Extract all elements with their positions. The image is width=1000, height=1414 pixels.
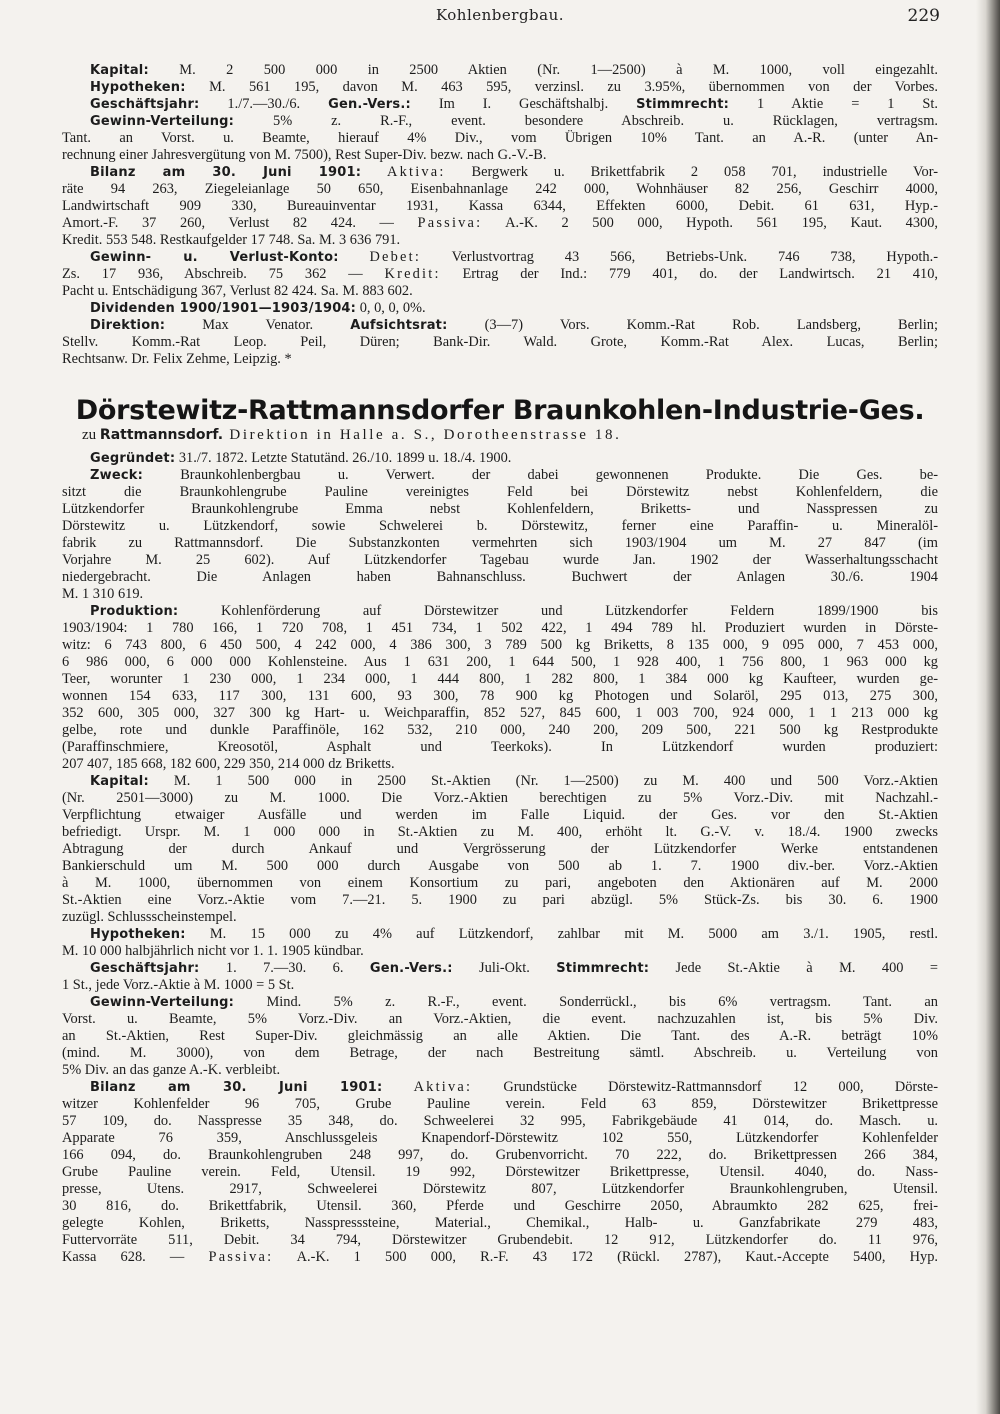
text-line [62,705,938,722]
page-edge-shadow [976,0,1000,1414]
subtitle-prefix: zu [82,427,100,443]
field-label: Gewinn- u. Verlust-Konto: [90,250,339,265]
field-label: Gen.-Vers.: [328,97,411,112]
field-label: Kapital: [90,774,149,789]
line-text: Abtragung der durch Ankauf und Vergrösserung der Lützkendorfer Werke entstandenen [62,841,938,857]
line-text: 207 407, 185 668, 182 600, 229 350, 214 000 dz Briketts. [62,756,395,772]
text-line [62,62,938,79]
line-text: Amort.-F. 37 260, Verlust 82 424. — [62,215,394,231]
text-line [62,1181,938,1198]
field-label: Aufsichtsrat: [350,318,448,333]
line-text: sitzt die Braunkohlengrube Pauline vereinigtes Feld bei Dörstewitz nebst Kohlenfeldern, die [62,484,938,500]
field-label: Gewinn-Verteilung: [90,114,235,129]
field-label: Zweck: [90,468,144,483]
field-label: Dividenden 1900/1901—1903/1904: [90,301,357,316]
field-label: Gegründet: [90,451,176,466]
line-text: Verlustvortrag 43 566, Betriebs-Unk. 746 738, Hypoth.- [421,249,938,265]
text-line [62,1113,938,1130]
line-text: 1./7.—30./6. [199,96,329,112]
text-line [62,620,938,637]
entry-kapital-section [62,62,938,368]
text-line [62,334,938,351]
text-line [62,943,938,960]
text-line [62,535,938,552]
line-text: wonnen 154 633, 117 300, 131 600, 93 300, 78 900 kg Photogen und Solaröl, 295 013, 275 300, [62,688,938,704]
text-line [62,518,938,535]
field-label: Gen.-Vers.: [369,961,453,976]
line-text: räte 94 263, Ziegeleianlage 50 650, Eisenbahnanlage 242 000, Wohnhäuser 82 256, Geschirr 4000, [62,181,938,197]
line-text: witz: 6 743 800, 6 450 500, 4 242 000, 4 386 300, 3 789 500 kg Briketts, 8 135 000, 9 095 000, 7 453 000, [62,637,938,653]
line-text: fabrik zu Rattmannsdorf. Die Substanzkonten vermehrten sich 1903/1904 um M. 27 847 (im [62,535,938,551]
text-line [62,858,938,875]
text-line [62,1028,938,1045]
line-text: 31./7. 1872. Letzte Statutänd. 26./10. 1899 u. 18./4. 1900. [175,450,512,466]
entry-company-body [62,450,938,1266]
line-text: Zs. 17 936, Abschreib. 75 362 — [62,266,363,282]
line-text: Im I. Geschäftshalbj. [410,96,637,112]
line-text: 166 094, do. Braunkohlengruben 248 997, do. Grubenvorricht. 70 222, do. Brikettpressen 266 384, [62,1147,938,1163]
line-text: 0, 0, 0, 0%. [356,300,426,316]
line-text: (mind. M. 3000), von dem Betrage, der nach Bestreitung sämtl. Abschreib. u. Verteilung von [62,1045,938,1061]
text-line [62,909,938,926]
text-line [62,569,938,586]
line-text: Teer, worunter 1 230 000, 1 234 000, 1 444 800, 1 282 800, 1 384 000 kg Kaufteer, wurden ge- [62,671,938,687]
page-number: 229 [907,6,940,26]
field-label: Gewinn-Verteilung: [90,995,235,1010]
page-header [60,6,940,30]
text-line [62,671,938,688]
field-label: Geschäftsjahr: [90,97,200,112]
text-line [62,1011,938,1028]
line-text: Landwirtschaft 909 330, Bureauinventar 1931, Kassa 6344, Effekten 6000, Debit. 61 631, Hyp.- [62,198,938,214]
line-text: (Paraffinschmiere, Kreosotöl, Asphalt und Teerkoks). In Lützkendorf wurden produziert: [62,739,938,755]
spaced-term: Debet: [369,249,422,265]
spaced-term: Aktiva: [387,164,446,180]
line-text: Bankierschuld um M. 500 000 durch Ausgabe von 500 ab 1. 7. 1900 div.-ber. Vorz.-Aktien [62,858,938,874]
subtitle-direction: Direktion in Halle a. S., Dorotheenstrasse 18. [223,427,622,443]
text-line [62,317,938,334]
line-text: Kredit. 553 548. Restkaufgelder 17 748. Sa. M. 3 636 791. [62,232,401,248]
text-line [62,1164,938,1181]
line-text: presse, Utens. 2917, Schweelerei Dörstewitz 807, Lützkendorfer Braunkohlengruben, Utensil. [62,1181,938,1197]
line-text: M. 15 000 zu 4% auf Lützkendorf, zahlbar mit M. 5000 am 3./1. 1905, restl. [185,926,938,942]
text-line [62,501,938,518]
line-text: befriedigt. Urspr. M. 1 000 000 in St.-Aktien zu M. 400, erhöht lt. G.-V. v. 18./4. 1900 zwecks [62,824,938,840]
line-text: 1 Aktie = 1 St. [729,96,938,112]
line-text: gelegte Kohlen, Briketts, Nasspresssteine, Material., Chemikal., Halb- u. Ganzfabrikate 279 483, [62,1215,938,1231]
text-line [62,773,938,790]
company-subtitle [82,426,938,444]
text-line [62,1198,938,1215]
text-line [62,249,938,266]
line-text: rechnung einer Jahresvergütung von M. 7500), Rest Super-Div. bezw. nach G.-V.-B. [62,147,547,163]
text-line [62,96,938,113]
spaced-term: Kredit: [384,266,441,282]
field-label: Stimmrecht: [636,97,730,112]
line-text: 30 816, do. Brikettfabrik, Utensil. 360, Pferde und Geschirre 2050, Abraumkto 282 625, frei- [62,1198,938,1214]
line-text: Jede St.-Aktie à M. 400 = [649,960,938,976]
text-line [62,994,938,1011]
line-text: M. 10 000 halbjährlich nicht vor 1. 1. 1905 kündbar. [62,943,364,959]
field-label: Direktion: [90,318,166,333]
line-text: gelbe, rote und dunkle Paraffinöle, 162 532, 210 000, 240 200, 209 500, 221 500 kg Restprodukte [62,722,938,738]
text-line [62,960,938,977]
text-line [62,688,938,705]
text-line [62,586,938,603]
subtitle-place: Rattmannsdorf. [99,427,224,443]
text-line [62,1147,938,1164]
spaced-term: Passiva: [208,1249,274,1265]
text-line [62,552,938,569]
field-label: Bilanz am 30. Juni 1901: [90,1080,383,1095]
line-text: Kassa 628. — [62,1249,185,1265]
line-text: Vorjahre M. 25 602). Auf Lützkendorfer Tagebau wurde Jan. 1902 der Wasserhaltungsschacht [62,552,938,568]
field-label: Bilanz am 30. Juni 1901: [90,165,362,180]
line-text: Mind. 5% z. R.-F., event. Sonderrückl., bis 6% vertragsm. Tant. an [234,994,938,1010]
line-text: Rechtsanw. Dr. Felix Zehme, Leipzig. * [62,351,292,367]
line-text: Ertrag der Ind.: 779 401, do. der Landwirtsch. 21 410, [440,266,938,282]
text-line [62,1062,938,1079]
text-line [62,113,938,130]
text-line [62,147,938,164]
line-text: Kohlenförderung auf Dörstewitzer und Lützkendorfer Feldern 1899/1900 bis [178,603,938,619]
text-line [62,756,938,773]
text-line [62,300,938,317]
line-text: A.-K. 1 500 000, R.-F. 43 172 (Rückl. 2787), Kaut.-Accepte 5400, Hyp. [273,1249,938,1265]
line-text: M. 561 195, davon M. 463 595, verzinsl. zu 3.95%, übernommen von der Vorbes. [185,79,938,95]
text-line [62,1079,938,1096]
field-label: Geschäftsjahr: [90,961,200,976]
text-line [62,130,938,147]
line-text: Max Venator. [165,317,351,333]
text-line [62,1249,938,1266]
line-text: M. 2 500 000 in 2500 Aktien (Nr. 1—2500) à M. 1000, voll eingezahlt. [148,62,938,78]
text-line [62,977,938,994]
line-text: (Nr. 2501—3000) zu M. 1000. Die Vorz.-Aktien berechtigen zu 5% Vorz.-Div. mit Nachzahl.- [62,790,938,806]
line-text: Dörstewitz u. Lützkendorf, sowie Schwelerei b. Dörstewitz, ferner eine Paraffin- u. Mineralöl- [62,518,938,534]
line-text: 1. 7.—30. 6. [199,960,370,976]
line-text: Lützkendorfer Braunkohlengrube Emma nebst Kohlenfeldern, Briketts- und Nasspressen zu [62,501,938,517]
line-text: Stellv. Komm.-Rat Leop. Peil, Düren; Bank-Dir. Wald. Grote, Komm.-Rat Alex. Lucas, Berlin; [62,334,938,350]
company-title: Dörstewitz-Rattmannsdorfer Braunkohlen-Industrie-Ges. [75,395,925,426]
line-text: Grundstücke Dörstewitz-Rattmannsdorf 12 000, Dörste- [472,1079,938,1095]
text-line [62,232,938,249]
line-text: witzer Kohlenfelder 96 705, Grube Pauline verein. Feld 63 859, Dörstewitzer Brikettpresse [62,1096,938,1112]
line-text: 5% Div. an das ganze A.-K. verbleibt. [62,1062,281,1078]
line-text: an St.-Aktien, Rest Super-Div. gleichmässig an alle Aktien. Die Tant. des A.-R. beträgt 10% [62,1028,938,1044]
text-line [62,603,938,620]
text-line [62,739,938,756]
running-title: Kohlenbergbau. [435,6,565,24]
line-text: Pacht u. Entschädigung 367, Verlust 82 424. Sa. M. 883 602. [62,283,413,299]
text-line [62,351,938,368]
spaced-term: Passiva: [417,215,483,231]
line-text: St.-Aktien eine Vorz.-Aktie vom 7.—21. 5. 1900 zu pari abzügl. 5% Stück-Zs. bis 30. 6. 1900 [62,892,938,908]
line-text: 352 600, 305 000, 327 300 kg Hart- u. Weichparaffin, 852 527, 845 600, 1 003 700, 924 000, 1 1 213 000 kg [62,705,938,721]
text-line [62,654,938,671]
line-text: Braunkohlenbergbau u. Verwert. der dabei gewonnenen Produkte. Die Ges. be- [143,467,938,483]
text-line [62,164,938,181]
field-label: Kapital: [90,63,149,78]
line-text: 1903/1904: 1 780 166, 1 720 708, 1 451 734, 1 502 422, 1 494 789 hl. Produziert wurden in Dörste- [62,620,938,636]
field-label: Hypotheken: [90,80,186,95]
text-line [62,892,938,909]
field-label: Produktion: [90,604,179,619]
text-line [62,807,938,824]
text-line [62,1045,938,1062]
spaced-term: Aktiva: [413,1079,473,1095]
text-line [62,1096,938,1113]
text-line [62,1130,938,1147]
text-line [62,790,938,807]
line-text: A.-K. 2 500 000, Hypoth. 561 195, Kaut. 4300, [482,215,938,231]
line-text: 5% z. R.-F., event. besondere Abschreib. u. Rücklagen, vertragsm. [234,113,938,129]
line-text: 6 986 000, 6 000 000 Kohlensteine. Aus 1 631 200, 1 644 500, 1 928 400, 1 756 800, 1 963 000 kg [62,654,938,670]
field-label: Stimmrecht: [556,961,650,976]
text-line [62,637,938,654]
line-text: Tant. an Vorst. u. Beamte, hierauf 4% Div., vom Übrigen 10% Tant. an A.-R. (unter An- [62,130,938,146]
text-line [62,467,938,484]
line-text: 57 109, do. Nasspresse 35 348, do. Schweelerei 32 995, Fabrikgebäude 41 014, do. Masch. u. [62,1113,938,1129]
line-text: M. 1 500 000 in 2500 St.-Aktien (Nr. 1—2500) zu M. 400 und 500 Vorz.-Aktien [148,773,938,789]
line-text: Verpflichtung etwaiger Ausfälle und werden im Falle Liquid. der Ges. vor den St.-Aktien [62,807,938,823]
line-text: zuzügl. Schlussscheinstempel. [62,909,237,925]
text-line [62,1232,938,1249]
line-text: Vorst. u. Beamte, 5% Vorz.-Div. an Vorz.-Aktien, die event. nachzuzahlen ist, bis 5% Div. [62,1011,938,1027]
text-line [62,824,938,841]
text-line [62,215,938,232]
line-text: Apparate 76 359, Anschlussgeleis Knapendorf-Dörstewitz 102 550, Lützkendorfer Kohlenfelder [62,1130,938,1146]
text-line [62,722,938,739]
line-text: Grube Pauline verein. Feld, Utensil. 19 992, Dörstewitzer Brikettpresse, Utensil. 4040, do. Nass- [62,1164,938,1180]
line-text: Bergwerk u. Brikettfabrik 2 058 701, industrielle Vor- [445,164,938,180]
line-text: (3—7) Vors. Komm.-Rat Rob. Landsberg, Berlin; [447,317,938,333]
text-line [62,875,938,892]
text-line [62,926,938,943]
text-line [62,841,938,858]
field-label: Hypotheken: [90,927,186,942]
line-text: niedergebracht. Die Anlagen haben Bahnanschluss. Buchwert der Anlagen 30./6. 1904 [62,569,938,585]
text-line [62,1215,938,1232]
line-text: M. 1 310 619. [62,586,144,602]
line-text: Juli-Okt. [452,960,557,976]
line-text: Futtervorräte 511, Debit. 34 794, Dörstewitzer Grubendebit. 12 912, Lützkendorfer do. 11 976, [62,1232,938,1248]
text-line [62,283,938,300]
text-line [62,181,938,198]
text-line [62,266,938,283]
text-line [62,484,938,501]
line-text: à M. 1000, übernommen von einem Konsortium zu pari, angeboten den Aktionären auf M. 2000 [62,875,938,891]
line-text: 1 St., jede Vorz.-Aktie à M. 1000 = 5 St. [62,977,295,993]
text-line [62,450,938,467]
text-line [62,198,938,215]
text-line [62,79,938,96]
